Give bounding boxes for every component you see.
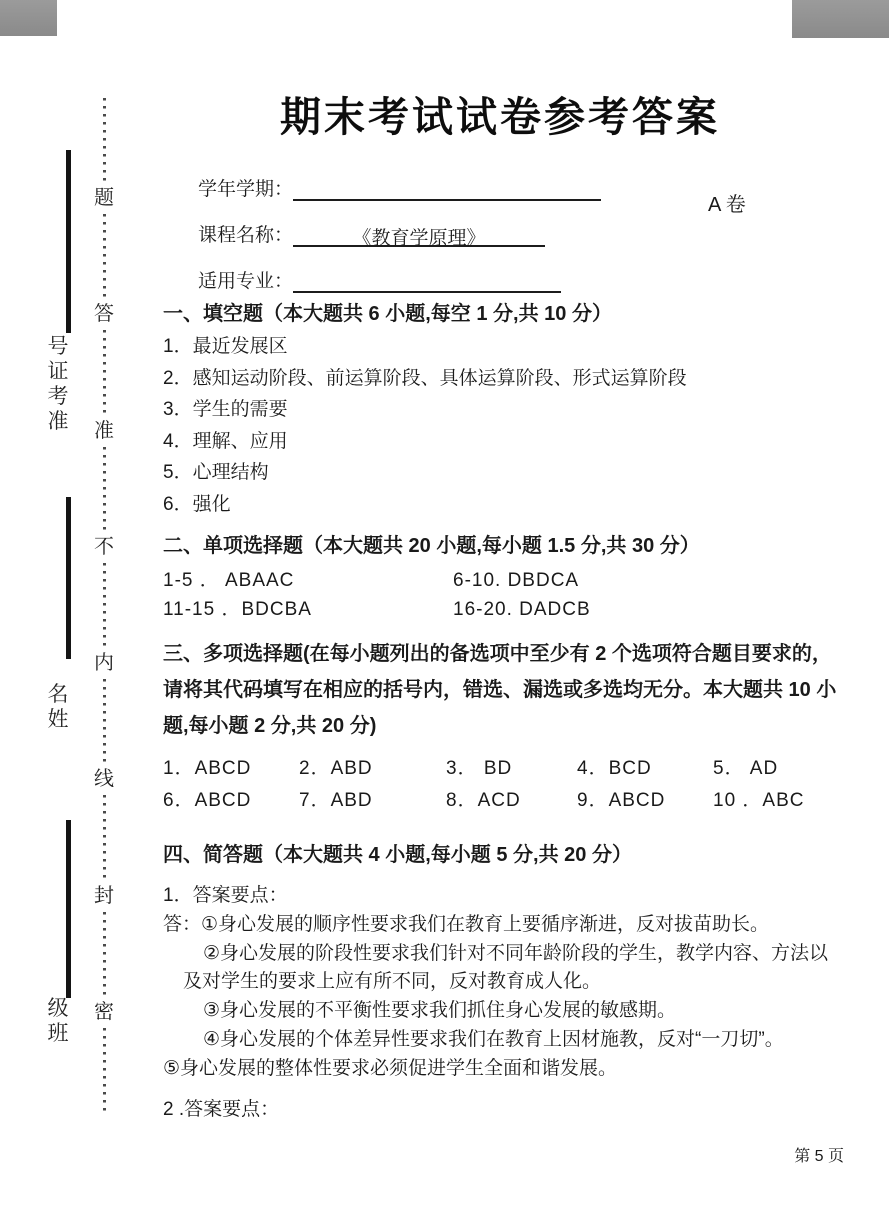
multi-choice-answers-row1 <box>163 754 847 783</box>
multi-answer: 8．ACD <box>446 789 521 811</box>
single-answer: 16-20. DADCB <box>453 598 591 620</box>
dotted-leader <box>103 679 106 763</box>
answer-point: ⑤身心发展的整体性要求必须促进学生全面和谐发展。 <box>163 1058 618 1080</box>
fill-answer: 4．理解、应用 <box>163 430 288 452</box>
section-1-heading: 一、填空题（本大题共 6 小题,每空 1 分,共 10 分） <box>163 303 612 325</box>
exam-number-char: 号 <box>47 335 69 358</box>
major-row <box>198 266 798 293</box>
seal-char: 封 <box>94 884 114 907</box>
exam-number-char: 考 <box>47 385 69 408</box>
answer-point: ②身心发展的阶段性要求我们针对不同年龄阶段的学生，教学内容、方法以及对学生的要求上应有所不同，反对教育成人化。 <box>183 942 829 993</box>
exam-number-char: 证 <box>47 360 69 383</box>
seal-char: 准 <box>94 419 114 442</box>
course-value-field: 《教育学原理》 <box>293 223 545 247</box>
fill-answer: 3．学生的需要 <box>163 399 288 421</box>
fill-answer: 2．感知运动阶段、前运算阶段、具体运算阶段、形式运算阶段 <box>163 367 687 389</box>
question-1-label: 1．答案要点： <box>163 885 288 907</box>
seal-line-column <box>92 95 116 1115</box>
seal-char: 题 <box>94 187 114 210</box>
major-label: 适用专业： <box>198 271 294 292</box>
dotted-leader <box>103 795 106 879</box>
dotted-leader <box>103 98 106 182</box>
section-2-heading: 二、单项选择题（本大题共 20 小题,每小题 1.5 分,共 30 分） <box>163 535 700 558</box>
answer-point: ③身心发展的不平衡性要求我们抓住身心发展的敏感期。 <box>203 1000 677 1022</box>
semester-label: 学年学期： <box>198 179 294 200</box>
dotted-leader <box>103 447 106 531</box>
dotted-leader <box>103 330 106 414</box>
course-label: 课程名称： <box>198 225 294 246</box>
single-answer: 1-5 ． ABAAC <box>163 570 295 592</box>
multi-choice-answers-row2 <box>163 786 847 815</box>
seal-char: 内 <box>94 652 114 675</box>
multi-answer: 6．ABCD <box>163 789 252 811</box>
single-answer: 6-10. DBDCA <box>453 570 580 592</box>
answer-point: 答：①身心发展的顺序性要求我们在教育上要循序渐进，反对拔苗助长。 <box>163 913 770 935</box>
section-3-heading: 三、多项选择题(在每小题列出的备选项中至少有 2 个选项符合题目要求的，请将其代码填写在相应的括号内，错选、漏选或多选均无分。本大题共 10 小题,每小题 2 分,共 20 分) <box>163 643 837 738</box>
page-title: 期末考试试卷参考答案 <box>280 94 720 140</box>
seal-char: 答 <box>94 303 114 326</box>
name-label <box>42 682 74 732</box>
multi-answer: 4．BCD <box>577 758 652 780</box>
exam-number-char: 准 <box>47 410 69 433</box>
fill-answer: 1．最近发展区 <box>163 336 288 357</box>
multi-answer: 2．ABD <box>299 758 373 780</box>
multi-answer: 1．ABCD <box>163 758 252 780</box>
multi-answer: 7．ABD <box>299 789 373 811</box>
seal-char: 密 <box>94 1000 114 1023</box>
question-2-label: 2 .答案要点： <box>163 1098 280 1120</box>
fill-answer: 5．心理结构 <box>163 462 269 484</box>
course-row <box>198 220 798 247</box>
name-char: 名 <box>47 683 69 706</box>
semester-blank-field <box>293 177 601 201</box>
multi-answer: 10 ．ABC <box>713 789 805 811</box>
single-choice-answers <box>163 567 847 624</box>
dotted-leader <box>103 1028 106 1112</box>
margin-rule <box>66 497 71 659</box>
class-char: 级 <box>47 997 69 1020</box>
margin-rule <box>66 820 71 998</box>
class-label <box>42 996 74 1046</box>
seal-char: 线 <box>94 768 114 791</box>
major-blank-field <box>293 269 561 293</box>
seal-char: 不 <box>94 535 114 558</box>
multi-answer: 5． AD <box>713 758 779 780</box>
section-4-heading: 四、简答题（本大题共 4 小题,每小题 5 分,共 20 分） <box>163 844 632 867</box>
dotted-leader <box>103 214 106 298</box>
exam-header-form <box>198 174 798 312</box>
answer-content <box>163 300 847 1124</box>
dotted-leader <box>103 912 106 996</box>
page-number: 第 5 页 <box>794 1148 844 1165</box>
single-answer: 11-15 ．BDCBA <box>163 598 312 620</box>
exam-number-label <box>42 334 74 434</box>
class-char: 班 <box>47 1022 69 1045</box>
name-char: 姓 <box>47 708 69 731</box>
margin-rule <box>66 150 71 333</box>
multi-answer: 9．ABCD <box>577 789 666 811</box>
multi-answer: 3． BD <box>446 758 513 780</box>
scan-artifact-top-left <box>0 0 57 36</box>
scan-artifact-top-right <box>792 0 889 38</box>
answer-point: ④身心发展的个体差异性要求我们在教育上因材施教，反对“一刀切”。 <box>203 1029 784 1051</box>
fill-answer: 6．强化 <box>163 493 231 515</box>
paper-type-badge: A 卷 <box>708 194 746 216</box>
dotted-leader <box>103 563 106 647</box>
